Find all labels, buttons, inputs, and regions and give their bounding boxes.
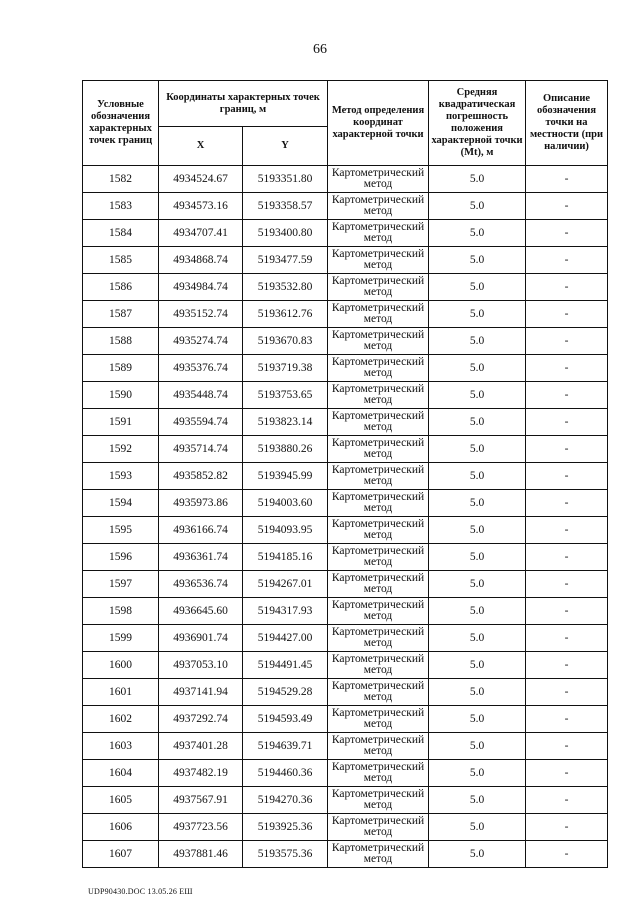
description-cell: - (526, 760, 608, 787)
description-cell: - (526, 220, 608, 247)
y-coordinate-cell: 5194270.36 (243, 787, 328, 814)
table-row (83, 760, 608, 787)
description-cell: - (526, 436, 608, 463)
table-row (83, 409, 608, 436)
error-cell: 5.0 (429, 193, 526, 220)
point-id-cell: 1582 (83, 166, 159, 193)
point-id-cell: 1602 (83, 706, 159, 733)
x-coordinate-cell: 4937053.10 (159, 652, 243, 679)
page-number: 66 (313, 42, 327, 57)
x-coordinate-cell: 4937482.19 (159, 760, 243, 787)
point-id-cell: 1601 (83, 679, 159, 706)
table-row (83, 787, 608, 814)
description-cell: - (526, 625, 608, 652)
table-row (83, 247, 608, 274)
y-coordinate-cell: 5194093.95 (243, 517, 328, 544)
error-cell: 5.0 (429, 544, 526, 571)
x-coordinate-cell: 4934984.74 (159, 274, 243, 301)
table-row (83, 301, 608, 328)
x-coordinate-cell: 4935714.74 (159, 436, 243, 463)
table-row (83, 544, 608, 571)
error-cell: 5.0 (429, 814, 526, 841)
method-cell: Картометрический метод (328, 409, 429, 436)
description-cell: - (526, 571, 608, 598)
y-coordinate-cell: 5194003.60 (243, 490, 328, 517)
method-cell: Картометрический метод (328, 571, 429, 598)
table-row (83, 193, 608, 220)
x-coordinate-cell: 4936361.74 (159, 544, 243, 571)
error-cell: 5.0 (429, 760, 526, 787)
error-cell: 5.0 (429, 247, 526, 274)
point-id-cell: 1592 (83, 436, 159, 463)
description-cell: - (526, 463, 608, 490)
y-coordinate-cell: 5194529.28 (243, 679, 328, 706)
error-cell: 5.0 (429, 328, 526, 355)
y-coordinate-cell: 5193880.26 (243, 436, 328, 463)
error-cell: 5.0 (429, 382, 526, 409)
header-symbols: Условные обозначения характерных точек границ (83, 81, 159, 166)
method-cell: Картометрический метод (328, 814, 429, 841)
table-row (83, 598, 608, 625)
error-cell: 5.0 (429, 598, 526, 625)
error-cell: 5.0 (429, 490, 526, 517)
method-cell: Картометрический метод (328, 733, 429, 760)
table-row (83, 463, 608, 490)
y-coordinate-cell: 5193532.80 (243, 274, 328, 301)
point-id-cell: 1585 (83, 247, 159, 274)
error-cell: 5.0 (429, 706, 526, 733)
error-cell: 5.0 (429, 841, 526, 868)
table-row (83, 166, 608, 193)
method-cell: Картометрический метод (328, 247, 429, 274)
header-error: Средняя квадратическая погрешность положения характерной точки (Mt), м (429, 81, 526, 166)
header-coordinates: Координаты характерных точек границ, м (159, 81, 328, 127)
error-cell: 5.0 (429, 625, 526, 652)
error-cell: 5.0 (429, 679, 526, 706)
y-coordinate-cell: 5194460.36 (243, 760, 328, 787)
y-coordinate-cell: 5193400.80 (243, 220, 328, 247)
description-cell: - (526, 328, 608, 355)
x-coordinate-cell: 4937881.46 (159, 841, 243, 868)
method-cell: Картометрический метод (328, 517, 429, 544)
point-id-cell: 1590 (83, 382, 159, 409)
method-cell: Картометрический метод (328, 652, 429, 679)
point-id-cell: 1607 (83, 841, 159, 868)
error-cell: 5.0 (429, 436, 526, 463)
header-description: Описание обозначения точки на местности (при наличии) (526, 81, 608, 166)
point-id-cell: 1600 (83, 652, 159, 679)
x-coordinate-cell: 4935594.74 (159, 409, 243, 436)
error-cell: 5.0 (429, 517, 526, 544)
table-row (83, 652, 608, 679)
description-cell: - (526, 733, 608, 760)
point-id-cell: 1587 (83, 301, 159, 328)
table-row (83, 841, 608, 868)
y-coordinate-cell: 5193719.38 (243, 355, 328, 382)
error-cell: 5.0 (429, 652, 526, 679)
table-row (83, 571, 608, 598)
point-id-cell: 1604 (83, 760, 159, 787)
y-coordinate-cell: 5193351.80 (243, 166, 328, 193)
x-coordinate-cell: 4935152.74 (159, 301, 243, 328)
table-row (83, 625, 608, 652)
error-cell: 5.0 (429, 463, 526, 490)
description-cell: - (526, 301, 608, 328)
table-row (83, 706, 608, 733)
description-cell: - (526, 652, 608, 679)
point-id-cell: 1589 (83, 355, 159, 382)
y-coordinate-cell: 5194593.49 (243, 706, 328, 733)
point-id-cell: 1596 (83, 544, 159, 571)
y-coordinate-cell: 5193945.99 (243, 463, 328, 490)
description-cell: - (526, 409, 608, 436)
method-cell: Картометрический метод (328, 166, 429, 193)
y-coordinate-cell: 5193753.65 (243, 382, 328, 409)
coordinates-table (82, 80, 608, 868)
point-id-cell: 1588 (83, 328, 159, 355)
y-coordinate-cell: 5194639.71 (243, 733, 328, 760)
point-id-cell: 1595 (83, 517, 159, 544)
method-cell: Картометрический метод (328, 301, 429, 328)
x-coordinate-cell: 4936901.74 (159, 625, 243, 652)
method-cell: Картометрический метод (328, 679, 429, 706)
x-coordinate-cell: 4937723.56 (159, 814, 243, 841)
description-cell: - (526, 166, 608, 193)
description-cell: - (526, 598, 608, 625)
method-cell: Картометрический метод (328, 625, 429, 652)
table-row (83, 436, 608, 463)
x-coordinate-cell: 4935852.82 (159, 463, 243, 490)
table-row (83, 328, 608, 355)
point-id-cell: 1584 (83, 220, 159, 247)
method-cell: Картометрический метод (328, 382, 429, 409)
table-row (83, 355, 608, 382)
description-cell: - (526, 841, 608, 868)
header-method: Метод определения координат характерной точки (328, 81, 429, 166)
point-id-cell: 1583 (83, 193, 159, 220)
error-cell: 5.0 (429, 571, 526, 598)
x-coordinate-cell: 4934573.16 (159, 193, 243, 220)
x-coordinate-cell: 4936645.60 (159, 598, 243, 625)
x-coordinate-cell: 4934707.41 (159, 220, 243, 247)
table-row (83, 733, 608, 760)
method-cell: Картометрический метод (328, 355, 429, 382)
table-body (83, 166, 608, 868)
table-row (83, 382, 608, 409)
method-cell: Картометрический метод (328, 598, 429, 625)
method-cell: Картометрический метод (328, 841, 429, 868)
method-cell: Картометрический метод (328, 544, 429, 571)
error-cell: 5.0 (429, 220, 526, 247)
header-y: Y (243, 127, 328, 166)
y-coordinate-cell: 5193925.36 (243, 814, 328, 841)
error-cell: 5.0 (429, 274, 526, 301)
description-cell: - (526, 247, 608, 274)
method-cell: Картометрический метод (328, 436, 429, 463)
x-coordinate-cell: 4937567.91 (159, 787, 243, 814)
x-coordinate-cell: 4937401.28 (159, 733, 243, 760)
y-coordinate-cell: 5194427.00 (243, 625, 328, 652)
error-cell: 5.0 (429, 787, 526, 814)
x-coordinate-cell: 4936536.74 (159, 571, 243, 598)
method-cell: Картометрический метод (328, 706, 429, 733)
y-coordinate-cell: 5193575.36 (243, 841, 328, 868)
point-id-cell: 1594 (83, 490, 159, 517)
y-coordinate-cell: 5194317.93 (243, 598, 328, 625)
method-cell: Картометрический метод (328, 787, 429, 814)
x-coordinate-cell: 4937292.74 (159, 706, 243, 733)
method-cell: Картометрический метод (328, 274, 429, 301)
y-coordinate-cell: 5194185.16 (243, 544, 328, 571)
error-cell: 5.0 (429, 409, 526, 436)
table-row (83, 517, 608, 544)
method-cell: Картометрический метод (328, 193, 429, 220)
description-cell: - (526, 382, 608, 409)
header-x: X (159, 127, 243, 166)
description-cell: - (526, 517, 608, 544)
point-id-cell: 1591 (83, 409, 159, 436)
error-cell: 5.0 (429, 355, 526, 382)
x-coordinate-cell: 4934524.67 (159, 166, 243, 193)
y-coordinate-cell: 5193670.83 (243, 328, 328, 355)
x-coordinate-cell: 4935973.86 (159, 490, 243, 517)
x-coordinate-cell: 4935274.74 (159, 328, 243, 355)
description-cell: - (526, 544, 608, 571)
x-coordinate-cell: 4937141.94 (159, 679, 243, 706)
description-cell: - (526, 706, 608, 733)
x-coordinate-cell: 4934868.74 (159, 247, 243, 274)
description-cell: - (526, 787, 608, 814)
method-cell: Картометрический метод (328, 328, 429, 355)
point-id-cell: 1599 (83, 625, 159, 652)
y-coordinate-cell: 5193477.59 (243, 247, 328, 274)
y-coordinate-cell: 5193612.76 (243, 301, 328, 328)
table-row (83, 274, 608, 301)
method-cell: Картометрический метод (328, 463, 429, 490)
y-coordinate-cell: 5193358.57 (243, 193, 328, 220)
error-cell: 5.0 (429, 301, 526, 328)
point-id-cell: 1605 (83, 787, 159, 814)
point-id-cell: 1586 (83, 274, 159, 301)
point-id-cell: 1593 (83, 463, 159, 490)
error-cell: 5.0 (429, 166, 526, 193)
description-cell: - (526, 679, 608, 706)
error-cell: 5.0 (429, 733, 526, 760)
point-id-cell: 1606 (83, 814, 159, 841)
description-cell: - (526, 274, 608, 301)
method-cell: Картометрический метод (328, 220, 429, 247)
table-row (83, 679, 608, 706)
table-row (83, 220, 608, 247)
method-cell: Картометрический метод (328, 490, 429, 517)
x-coordinate-cell: 4935376.74 (159, 355, 243, 382)
y-coordinate-cell: 5194491.45 (243, 652, 328, 679)
point-id-cell: 1598 (83, 598, 159, 625)
document-footer: UDP90430.DOC 13.05.26 ЕШ (88, 887, 193, 896)
description-cell: - (526, 193, 608, 220)
method-cell: Картометрический метод (328, 760, 429, 787)
x-coordinate-cell: 4935448.74 (159, 382, 243, 409)
point-id-cell: 1597 (83, 571, 159, 598)
y-coordinate-cell: 5194267.01 (243, 571, 328, 598)
description-cell: - (526, 814, 608, 841)
table-row (83, 814, 608, 841)
description-cell: - (526, 355, 608, 382)
description-cell: - (526, 490, 608, 517)
x-coordinate-cell: 4936166.74 (159, 517, 243, 544)
table-row (83, 490, 608, 517)
y-coordinate-cell: 5193823.14 (243, 409, 328, 436)
point-id-cell: 1603 (83, 733, 159, 760)
